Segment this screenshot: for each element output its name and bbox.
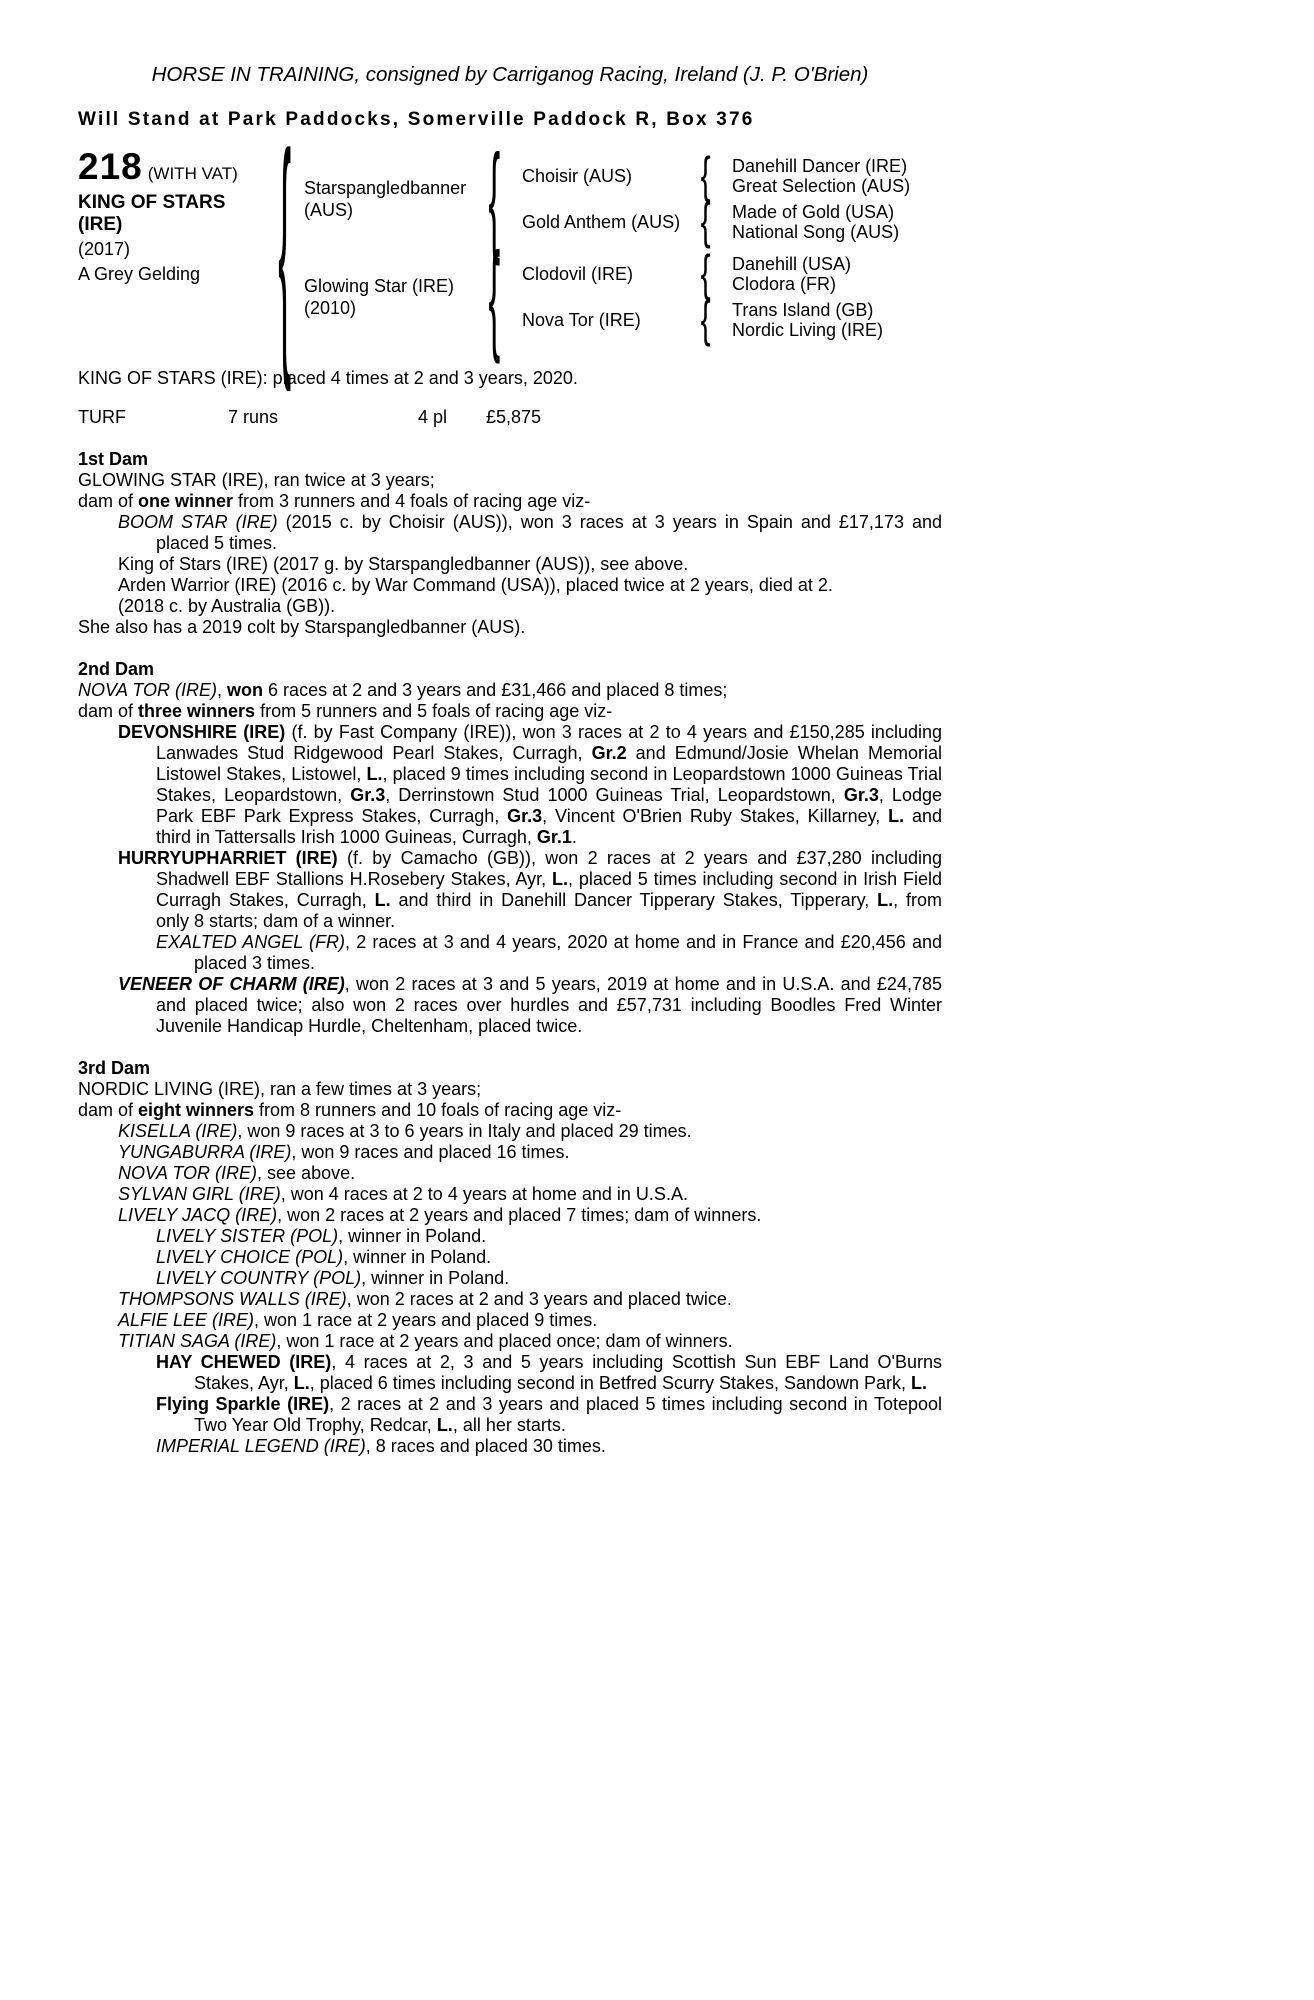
- pedigree-grandparents: [506, 245, 884, 347]
- pedigree-text-paragraph: [78, 1163, 942, 1184]
- text-segment: , Lodge Park EBF Park Express Stakes, Curragh,: [156, 785, 942, 826]
- pedigree-grandparent: Gold Anthem (AUS): [522, 211, 681, 232]
- text-segment: dam of: [78, 1100, 139, 1120]
- text-segment: Gr.3: [843, 785, 879, 805]
- text-segment: HURRYUPHARRIET (IRE): [118, 848, 338, 868]
- lot-info: [78, 146, 270, 340]
- pedigree-text-paragraph: [78, 680, 942, 701]
- text-segment: won: [227, 680, 264, 700]
- race-record-row: [78, 407, 942, 428]
- pedigree-text-paragraph: [78, 932, 942, 974]
- pedigree-text-paragraph: [78, 1121, 942, 1142]
- pedigree-great-grandparents: [718, 202, 899, 242]
- pedigree-text-paragraph: [78, 1352, 942, 1394]
- pedigree-grandparent-group: [506, 147, 911, 203]
- pedigree-text-paragraph: [78, 1394, 942, 1436]
- pedigree-brace: [694, 245, 718, 301]
- pedigree-parent-line: (2010): [304, 298, 357, 318]
- pedigree-great-grandparents: [718, 300, 883, 340]
- pedigree-text-paragraph: [78, 848, 942, 932]
- text-segment: , 2 races at 3 and 4 years, 2020 at home and in France and £20,456 and placed 3 times.: [194, 932, 942, 973]
- text-segment: SYLVAN GIRL (IRE): [118, 1184, 281, 1204]
- pedigree-parent: [300, 275, 482, 319]
- text-segment: , all her starts.: [452, 1415, 566, 1435]
- pedigree-great-grandparent: Clodora (FR): [732, 274, 837, 294]
- text-segment: , 2 races at 2 and 3 years and placed 5 times including second in Totepool Two Year Old Trophy, Redcar,: [194, 1394, 942, 1435]
- pedigree-brace: [694, 291, 718, 347]
- text-segment: (f. by Fast Company (IRE)), won 3 races at 2 to 4 years and £150,285 including Lanwades Stud Ridgewood Pearl Stakes, Curragh,: [156, 722, 942, 763]
- text-segment: Arden Warrior (IRE) (2016 c. by War Command (USA)), placed twice at 2 years, died at 2.: [118, 575, 833, 595]
- pedigree-grandparent-group: [506, 193, 910, 249]
- race-summary-line: KING OF STARS (IRE): placed 4 times at 2 and 3 years, 2020.: [78, 368, 578, 388]
- text-segment: , Derrinstown Stud 1000 Guineas Trial, Leopardstown,: [385, 785, 844, 805]
- dam-heading: 3rd Dam: [78, 1058, 151, 1078]
- pedigree-grandparents: [506, 147, 911, 249]
- pedigree-parent-line: (AUS): [304, 200, 353, 220]
- text-segment: Gr.2: [591, 743, 627, 763]
- text-segment: , won 2 races at 2 years and placed 7 times; dam of winners.: [277, 1205, 762, 1225]
- text-segment: NOVA TOR (IRE): [118, 1163, 258, 1183]
- race-record-cell: £5,875: [486, 407, 542, 427]
- pedigree-text-paragraph: [78, 512, 942, 554]
- horse-foaling-year: (2017): [78, 239, 131, 259]
- pedigree-text-paragraph: [78, 491, 942, 512]
- pedigree-outer-brace: {: [278, 99, 292, 393]
- text-segment: Gr.3: [507, 806, 543, 826]
- pedigree-great-grandparents: [718, 156, 910, 196]
- brace-glyph: {: [700, 193, 712, 249]
- text-segment: and Edmund/Josie Whelan Memorial Listowel Stakes, Listowel,: [156, 743, 942, 784]
- dam-sections: [78, 449, 942, 1457]
- pedigree-great-grandparent: National Song (AUS): [732, 222, 900, 242]
- text-segment: King of Stars (IRE) (2017 g. by Starspangledbanner (AUS)), see above.: [118, 554, 689, 574]
- stand-location-line: Will Stand at Park Paddocks, Somerville Paddock R, Box 376: [78, 109, 755, 130]
- brace-glyph: {: [700, 245, 712, 301]
- pedigree-text-paragraph: [78, 1226, 942, 1247]
- race-record-cell: 7 runs: [228, 407, 279, 427]
- text-segment: , placed 9 times including second in Leopardstown 1000 Guineas Trial Stakes, Leopardstown,: [156, 764, 943, 805]
- race-record-cell: TURF: [78, 407, 126, 427]
- text-segment: L.: [888, 806, 905, 826]
- text-segment: , from only 8 starts; dam of a winner.: [156, 890, 943, 931]
- pedigree-text-paragraph: [78, 1310, 942, 1331]
- text-segment: , won 4 races at 2 to 4 years at home and in U.S.A.: [280, 1184, 688, 1204]
- text-segment: three winners: [138, 701, 256, 721]
- text-segment: Gr.3: [350, 785, 386, 805]
- text-segment: from 8 runners and 10 foals of racing age viz-: [254, 1100, 622, 1120]
- pedigree-grandparent-group: [506, 291, 884, 347]
- pedigree-brace: [482, 129, 506, 267]
- brace-glyph: {: [700, 147, 712, 203]
- pedigree-great-grandparent: Great Selection (AUS): [732, 176, 911, 196]
- horse-country-suffix: (IRE): [78, 214, 123, 235]
- text-segment: ALFIE LEE (IRE): [118, 1310, 255, 1330]
- text-segment: , won 2 races at 2 and 3 years and placed twice.: [346, 1289, 732, 1309]
- pedigree-great-grandparent: Danehill Dancer (IRE): [732, 156, 908, 176]
- pedigree-text-paragraph: [78, 1079, 942, 1100]
- text-segment: , 8 races and placed 30 times.: [365, 1436, 606, 1456]
- pedigree-great-grandparent: Trans Island (GB): [732, 300, 874, 320]
- pedigree-text-paragraph: [78, 1184, 942, 1205]
- horse-description: A Grey Gelding: [78, 264, 201, 284]
- pedigree-text-paragraph: [78, 575, 942, 596]
- pedigree-brace: [694, 193, 718, 249]
- text-segment: IMPERIAL LEGEND (IRE): [156, 1436, 366, 1456]
- pedigree-parent-line: Starspangledbanner: [304, 178, 467, 198]
- text-segment: and third in Tattersalls Irish 1000 Guineas, Curragh,: [156, 806, 942, 847]
- pedigree-great-grandparent: Nordic Living (IRE): [732, 320, 884, 340]
- text-segment: , won 9 races and placed 16 times.: [291, 1142, 570, 1162]
- pedigree-text-paragraph: [78, 1331, 942, 1352]
- text-segment: L.: [436, 1415, 453, 1435]
- brace-glyph: {: [488, 227, 500, 365]
- text-segment: and third in Danehill Dancer Tipperary Stakes, Tipperary,: [390, 890, 878, 910]
- pedigree-brace: [694, 147, 718, 203]
- text-segment: VENEER OF CHARM (IRE): [118, 974, 345, 994]
- text-segment: , winner in Poland.: [361, 1268, 510, 1288]
- pedigree-text-paragraph: [78, 596, 942, 617]
- text-segment: from 5 runners and 5 foals of racing age viz-: [255, 701, 613, 721]
- text-segment: dam of: [78, 491, 139, 511]
- pedigree-great-grandparent: Danehill (USA): [732, 254, 852, 274]
- text-segment: ,: [217, 680, 228, 700]
- pedigree-parent-line: Glowing Star (IRE): [304, 276, 455, 296]
- pedigree-text-paragraph: [78, 617, 942, 638]
- text-segment: HAY CHEWED (IRE): [156, 1352, 332, 1372]
- pedigree-text-paragraph: [78, 1247, 942, 1268]
- text-segment: 6 races at 2 and 3 years and £31,466 and placed 8 times;: [263, 680, 728, 700]
- text-segment: LIVELY COUNTRY (POL): [156, 1268, 362, 1288]
- text-segment: NOVA TOR (IRE): [78, 680, 218, 700]
- race-record-cell: 4 pl: [418, 407, 448, 427]
- text-segment: She also has a 2019 colt by Starspangledbanner (AUS).: [78, 617, 526, 637]
- horse-name: KING OF STARS: [78, 192, 226, 213]
- pedigree-text-paragraph: [78, 554, 942, 575]
- text-segment: , won 1 race at 2 years and placed 9 times.: [254, 1310, 598, 1330]
- text-segment: YUNGABURRA (IRE): [118, 1142, 292, 1162]
- text-segment: GLOWING STAR (IRE), ran twice at 3 years;: [78, 470, 435, 490]
- pedigree-great-grandparent: Made of Gold (USA): [732, 202, 895, 222]
- pedigree-tree: [300, 129, 911, 365]
- pedigree-text-paragraph: [78, 1142, 942, 1163]
- pedigree-grandparent: Clodovil (IRE): [522, 263, 634, 284]
- text-segment: BOOM STAR (IRE): [118, 512, 278, 532]
- dam-heading: 2nd Dam: [78, 659, 155, 679]
- pedigree-text-paragraph: [78, 1436, 942, 1457]
- vat-note: (WITH VAT): [147, 164, 238, 183]
- brace-glyph: {: [488, 129, 500, 267]
- pedigree-grandparent-group: [506, 245, 883, 301]
- text-segment: (f. by Camacho (GB)), won 2 races at 2 years and £37,280 including Shadwell EBF Stallions H.Rosebery Stakes, Ayr,: [156, 848, 942, 889]
- text-segment: NORDIC LIVING (IRE), ran a few times at 3 years;: [78, 1079, 482, 1099]
- text-segment: , 4 races at 2, 3 and 5 years including Scottish Sun EBF Land O'Burns Stakes, Ayr,: [194, 1352, 943, 1393]
- lot-number-row: [78, 146, 270, 187]
- pedigree-text-paragraph: [78, 1289, 942, 1310]
- text-segment: EXALTED ANGEL (FR): [156, 932, 346, 952]
- text-segment: TITIAN SAGA (IRE): [118, 1331, 277, 1351]
- text-segment: eight winners: [138, 1100, 255, 1120]
- pedigree-text-paragraph: [78, 722, 942, 848]
- text-segment: (2015 c. by Choisir (AUS)), won 3 races at 3 years in Spain and £17,173 and placed 5 times.: [156, 512, 942, 553]
- text-segment: , winner in Poland.: [343, 1247, 492, 1267]
- pedigree-brace: [482, 227, 506, 365]
- text-segment: Gr.1: [536, 827, 572, 847]
- text-segment: (2018 c. by Australia (GB)).: [118, 596, 336, 616]
- text-segment: LIVELY CHOICE (POL): [156, 1247, 344, 1267]
- text-segment: dam of: [78, 701, 139, 721]
- text-segment: L.: [293, 1373, 310, 1393]
- text-segment: one winner: [138, 491, 234, 511]
- text-segment: , won 1 race at 2 years and placed once; dam of winners.: [276, 1331, 733, 1351]
- pedigree-text-paragraph: [78, 974, 942, 1037]
- text-segment: , placed 5 times including second in Irish Field Curragh Stakes, Curragh,: [156, 869, 942, 910]
- text-segment: from 3 runners and 4 foals of racing age viz-: [233, 491, 591, 511]
- pedigree-great-grandparents: [718, 254, 851, 294]
- text-segment: L.: [551, 869, 568, 889]
- text-segment: , won 9 races at 3 to 6 years in Italy and placed 29 times.: [237, 1121, 692, 1141]
- text-segment: L.: [877, 890, 894, 910]
- pedigree-grandparent: Nova Tor (IRE): [522, 309, 641, 330]
- consignor-line: HORSE IN TRAINING, consigned by Carriganog Racing, Ireland (J. P. O'Brien): [151, 63, 869, 86]
- text-segment: , placed 6 times including second in Betfred Scurry Stakes, Sandown Park,: [309, 1373, 912, 1393]
- pedigree-text-paragraph: [78, 1268, 942, 1289]
- text-segment: KISELLA (IRE): [118, 1121, 238, 1141]
- text-segment: Flying Sparkle (IRE): [156, 1394, 330, 1414]
- text-segment: , winner in Poland.: [338, 1226, 487, 1246]
- text-segment: .: [571, 827, 577, 847]
- text-segment: L.: [911, 1373, 928, 1393]
- text-segment: LIVELY SISTER (POL): [156, 1226, 339, 1246]
- pedigree-text-paragraph: [78, 1205, 942, 1226]
- text-segment: L.: [366, 764, 383, 784]
- text-segment: THOMPSONS WALLS (IRE): [118, 1289, 347, 1309]
- pedigree-parent: [300, 177, 482, 221]
- text-segment: , won 2 races at 3 and 5 years, 2019 at home and in U.S.A. and £24,785 and placed twice; also won 2 races over hurdles and £57,731 including Boodles Fred Winter Juvenile Handicap Hurdle, Cheltenham, placed twice.: [156, 974, 942, 1036]
- text-segment: , see above.: [257, 1163, 356, 1183]
- pedigree-text-paragraph: [78, 470, 942, 491]
- pedigree-text-paragraph: [78, 701, 942, 722]
- text-segment: , Vincent O'Brien Ruby Stakes, Killarney,: [542, 806, 889, 826]
- text-segment: L.: [374, 890, 391, 910]
- text-segment: LIVELY JACQ (IRE): [118, 1205, 278, 1225]
- pedigree-text-paragraph: [78, 1100, 942, 1121]
- lot-number: 218: [78, 146, 143, 187]
- dam-heading: 1st Dam: [78, 449, 149, 469]
- text-segment: DEVONSHIRE (IRE): [118, 722, 286, 742]
- pedigree-grandparent: Choisir (AUS): [522, 165, 633, 186]
- page-content: [78, 0, 942, 1457]
- brace-glyph: {: [700, 291, 712, 347]
